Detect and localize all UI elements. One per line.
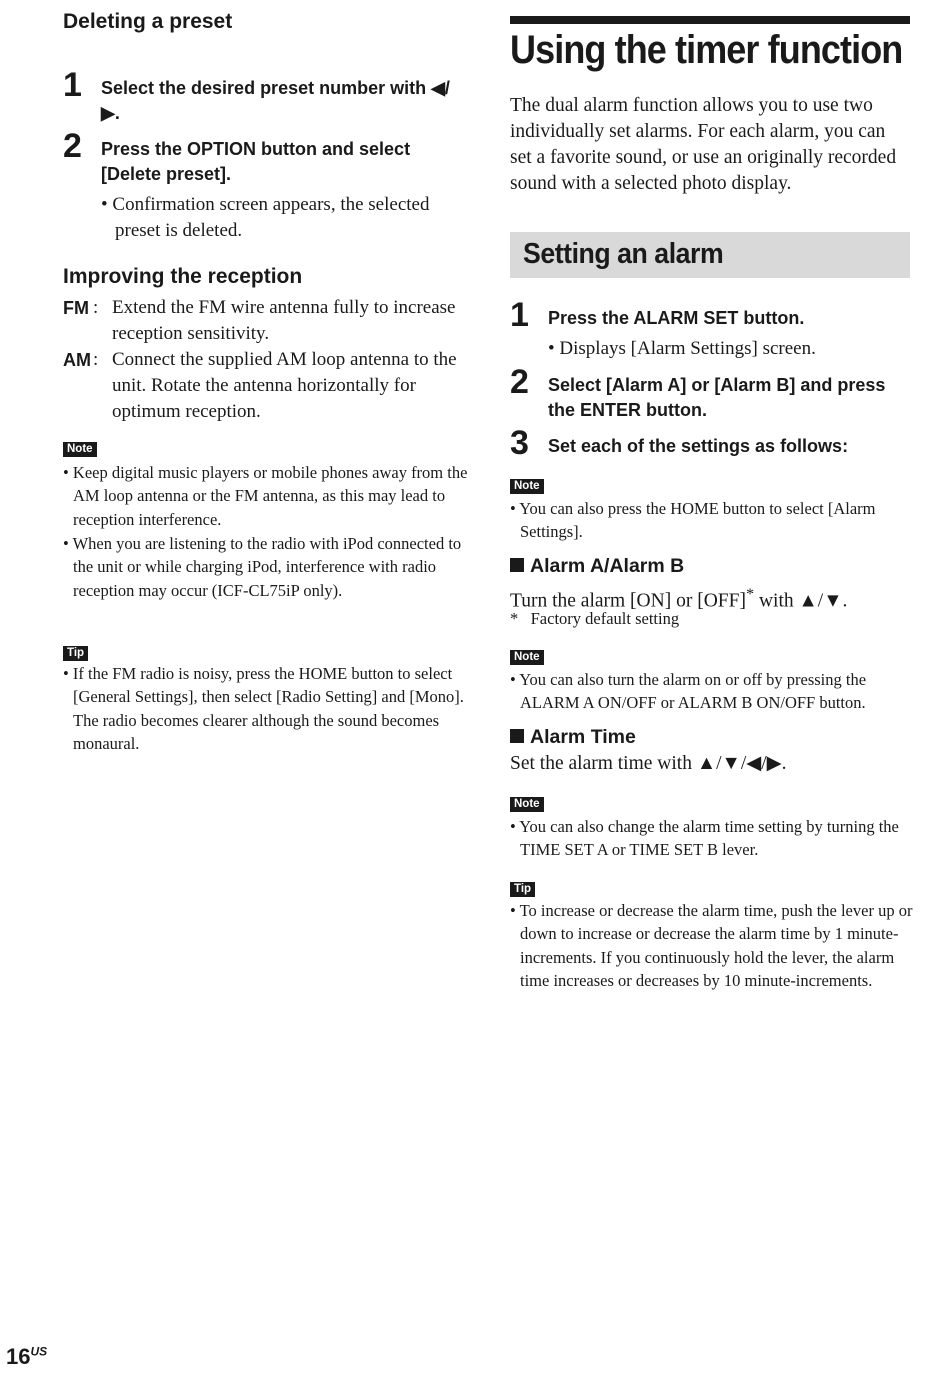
step-number: 2 (63, 127, 82, 165)
section-band (510, 232, 910, 278)
tip-badge: Tip (510, 882, 535, 897)
alarm-step-3 (510, 424, 910, 462)
note-bullet: • When you are listening to the radio with iPod connected to the unit or while charging iPod, interference with radio reception may occur (ICF-CL75iP only). (63, 534, 462, 600)
note-badge: Note (510, 797, 544, 812)
alarm-time-title: Alarm Time (530, 726, 636, 748)
note-bullet: • You can also turn the alarm on or off by pressing the ALARM A ON/OFF or ALARM B ON/OFF button. (510, 670, 867, 713)
alarm-step-2 (510, 363, 910, 423)
page-number-suffix: US (30, 1344, 48, 1359)
intro-paragraph: The dual alarm function allows you to use two individually set alarms. For each alarm, you can set a favorite sound, or use an originally recorded sound with a selected photo display. (510, 95, 897, 194)
delete-step-1 (63, 66, 463, 126)
square-bullet-icon (510, 729, 524, 743)
alarm-time-heading (510, 726, 636, 749)
colon: : (93, 297, 99, 318)
alarm-time-text: Set the alarm time with ▲/▼/◀/▶. (510, 753, 787, 774)
step-number: 1 (510, 296, 529, 334)
am-key: AM (63, 350, 91, 370)
note-badge: Note (510, 479, 544, 494)
improving-reception-heading: Improving the reception (63, 265, 303, 288)
fm-key: FM (63, 298, 89, 318)
alarm-ab-text-before: Turn the alarm [ON] or [OFF] (510, 590, 746, 612)
page-title: Using the timer function (510, 28, 903, 72)
deleting-preset-heading: Deleting a preset (63, 10, 233, 33)
delete-step-2 (63, 127, 463, 187)
note-bullet: • You can also change the alarm time setting by turning the TIME SET A or TIME SET B lever. (510, 817, 899, 860)
step-text: Select the desired preset number with ◀/▶. (101, 78, 450, 123)
step-text: Press the ALARM SET button. (548, 308, 805, 328)
tip-bullet: • To increase or decrease the alarm time, push the lever up or down to increase or decrease the alarm time by 1 minute-increments. If you continuously hold the lever, the alarm time increases or decreases by 10 minute-increments. (510, 901, 913, 990)
page-number (6, 1344, 47, 1370)
alarm-step-1 (510, 296, 910, 334)
delete-step-2-bullet: • Confirmation screen appears, the selected preset is deleted. (101, 194, 430, 241)
alarm-ab-title: Alarm A/Alarm B (530, 555, 685, 577)
step-number: 1 (63, 66, 82, 104)
note-bullet: • Keep digital music players or mobile phones away from the AM loop antenna or the FM antenna, as this may lead to reception interference. (63, 463, 468, 529)
alarm-ab-heading (510, 555, 684, 578)
tip-badge: Tip (63, 646, 88, 661)
fm-definition (63, 295, 463, 347)
step-text: Press the OPTION button and select [Delete preset]. (101, 139, 411, 184)
note-badge: Note (63, 442, 97, 457)
note-bullet: • You can also press the HOME button to select [Alarm Settings]. (510, 499, 876, 542)
alarm-step-1-bullet: • Displays [Alarm Settings] screen. (548, 338, 816, 359)
tip-bullet: • If the FM radio is noisy, press the HOME button to select [General Settings], then select [Radio Setting] and [Mono]. The radio becomes clearer although the sound becomes monaural. (63, 664, 464, 753)
step-text: Set each of the settings as follows: (548, 436, 849, 456)
footnote: * Factory default setting (510, 609, 680, 628)
asterisk: * (745, 585, 755, 603)
title-rule (510, 16, 910, 24)
alarm-ab-text-after: with ▲/▼. (754, 590, 848, 612)
fm-text: Extend the FM wire antenna fully to increase reception sensitivity. (112, 297, 456, 344)
setting-alarm-heading: Setting an alarm (523, 238, 724, 270)
page-number-value: 16 (6, 1344, 31, 1369)
am-text: Connect the supplied AM loop antenna to the unit. Rotate the antenna horizontally for optimum reception. (112, 349, 457, 422)
colon: : (93, 349, 99, 370)
step-number: 3 (510, 424, 529, 462)
square-bullet-icon (510, 558, 524, 572)
step-text: Select [Alarm A] or [Alarm B] and press the ENTER button. (548, 375, 886, 420)
step-number: 2 (510, 363, 529, 401)
am-definition (63, 347, 463, 425)
note-badge: Note (510, 650, 544, 665)
